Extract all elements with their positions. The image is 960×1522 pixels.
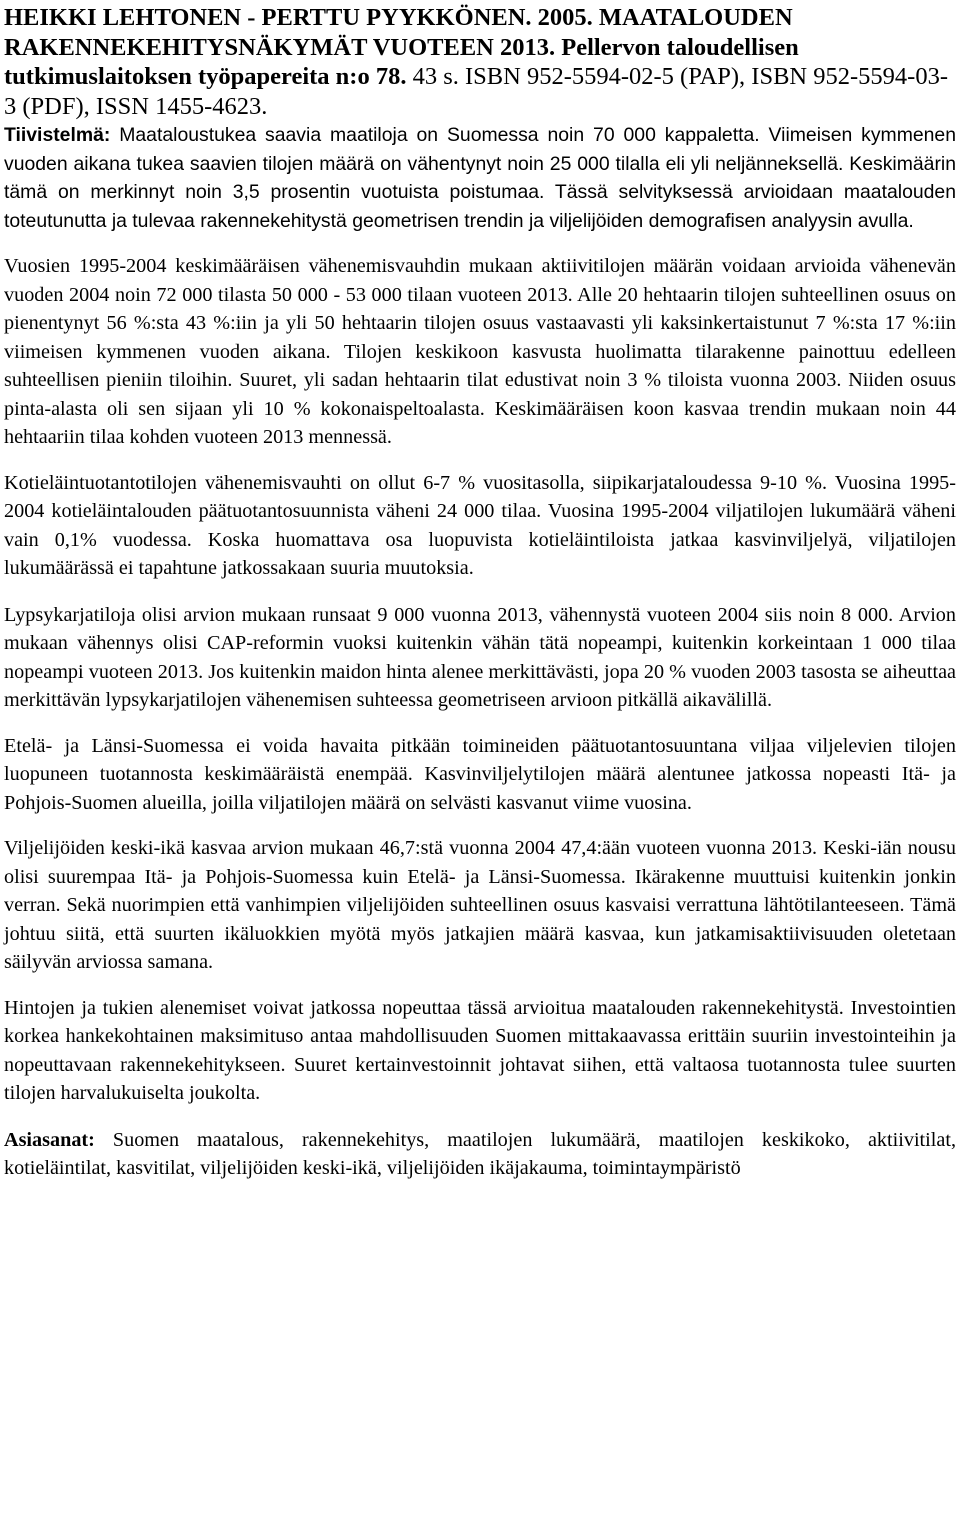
abstract-text: Maataloustukea saavia maatiloja on Suomessa noin 70 000 kappaletta. Viimeisen kymmenen vuoden aikana tukea saavien tilojen määrä on vähentynyt noin 25 000 tilalla eli yli neljänneksellä. Keskimäärin tämä on merkinnyt noin 3,5 prosentin vuotuista poistumaa. Tässä selvityksessä arvioidaan maatalouden toteutunutta ja tulevaa rakennekehitystä geometrisen trendin ja viljelijöiden demografisen analyysin avulla. [4,124,956,232]
body-text [4,252,956,1108]
keywords-label: Asiasanat: [4,1128,95,1151]
paragraph-prices-investments: Hintojen ja tukien alenemiset voivat jatkossa nopeuttaa tässä arvioitua maatalouden rakennekehitystä. Investointien korkea hankekohtainen maksimituso antaa mahdollisuuden Suomen mittakaavassa erittäin suuriin investointeihin ja nopeuttavaan rakennekehitykseen. Suuret kertainvestoinnit johtavat siihen, että valtaosa tuotannosta tulee suurten tilojen harvalukuiselta joukolta. [4,996,956,1105]
keywords [4,1126,956,1183]
citation-title: HEIKKI LEHTONEN - PERTTU PYYKKÖNEN. 2005. MAATALOUDEN RAKENNEKEHITYSNÄKYMÄT VUOTEEN 2013. Pellervon taloudellisen tutkimuslaitoksen työpapereita n:o 78. [4,4,799,90]
paragraph-livestock-farms: Kotieläintuotantotilojen vähenemisvauhti on ollut 6-7 % vuositasolla, siipikarjataloudessa 9-10 %. Vuosina 1995-2004 kotieläintalouden päätuotantosuunnista väheni 24 000 tilaa. Vuosina 1995-2004 viljatilojen lukumäärä väheni vain 0,1% vuodessa. Koska huomattava osa luopuvista kotieläintiloista jatkaa kasvinviljelyä, viljatilojen lukumäärässä ei tapahtune jatkossakaan suuria muutoksia. [4,471,956,580]
paragraph-regional-crop-farms: Etelä- ja Länsi-Suomessa ei voida havaita pitkään toimineiden päätuotantosuuntana viljaa viljelevien tilojen luopuneen tuotannosta keskimääräistä enempää. Kasvinviljelytilojen määrä alentunee jatkossa nopeasti Itä- ja Pohjois-Suomen alueilla, joilla viljatilojen määrä on selvästi kasvanut viime vuosina. [4,734,956,814]
abstract [4,121,956,235]
document-page [4,0,956,1183]
paragraph-dairy-farms: Lypsykarjatiloja olisi arvion mukaan runsaat 9 000 vuonna 2013, vähennystä vuoteen 2004 siis noin 8 000. Arvion mukaan vähennys olisi CAP-reformin vuoksi kuitenkin vähän tätä nopeampi, kuitenkin korkeintaan 1 000 tilaa nopeampi vuoteen 2013. Jos kuitenkin maidon hinta alenee merkittävästi, jopa 20 % vuoden 2003 tasosta se aiheuttaa merkittävän lypsykarjatilojen vähenemisen suhteessa geometriseen arvioon pitkällä aikavälillä. [4,603,956,712]
keywords-text: Suomen maatalous, rakennekehitys, maatilojen lukumäärä, maatilojen keskikoko, aktiivitilat, kotieläintilat, kasvitilat, viljelijöiden keski-ikä, viljelijöiden ikäjakauma, toimintaympäristö [4,1128,956,1180]
citation-header [4,0,956,121]
paragraph-farm-count-trend: Vuosien 1995-2004 keskimääräisen vähenemisvauhdin mukaan aktiivitilojen määrän voidaan arvioida vähenevän vuoden 2004 noin 72 000 tilasta 50 000 - 53 000 tilaan vuoteen 2013. Alle 20 hehtaarin tilojen suhteellinen osuus on pienentynyt 56 %:sta 43 %:iin ja yli 50 hehtaarin tilojen osuus vastaavasti yli kaksinkertaistunut 7 %:sta 17 %:iin viimeisen kymmenen vuoden aikana. Tilojen keskikoon kasvusta huolimatta tilarakenne painottuu edelleen suhteellisen pieniin tiloihin. Suuret, yli sadan hehtaarin tilat edustivat noin 3 % tiloista vuonna 2003. Niiden osuus pinta-alasta oli sen sijaan yli 10 % kokonaispeltoalasta. Keskimääräisen koon kasvaa trendin mukaan noin 44 hehtaariin tilaa kohden vuoteen 2013 mennessä. [4,255,956,449]
paragraph-farmer-age: Viljelijöiden keski-ikä kasvaa arvion mukaan 46,7:stä vuonna 2004 47,4:ään vuoteen vuonna 2013. Keski-iän nousu olisi suurempaa Itä- ja Pohjois-Suomessa kuin Etelä- ja Länsi-Suomessa. Ikärakenne muuttuisi kuitenkin jonkin verran. Sekä nuorimpien että vanhimpien viljelijöiden suhteellinen osuus kasvaisi verrattuna lähtötilanteeseen. Tämä johtuu siitä, että suurten ikäluokkien myötä myös jatkajien määrä kasvaa, kun jatkamisaktiivisuuden oletetaan säilyvän arviossa samana. [4,837,956,974]
citation-details: 43 s. ISBN 952-5594-02-5 (PAP), ISBN 952-5594-03-3 (PDF), ISSN 1455-4623. [4,63,948,120]
abstract-label: Tiivistelmä: [4,124,111,146]
